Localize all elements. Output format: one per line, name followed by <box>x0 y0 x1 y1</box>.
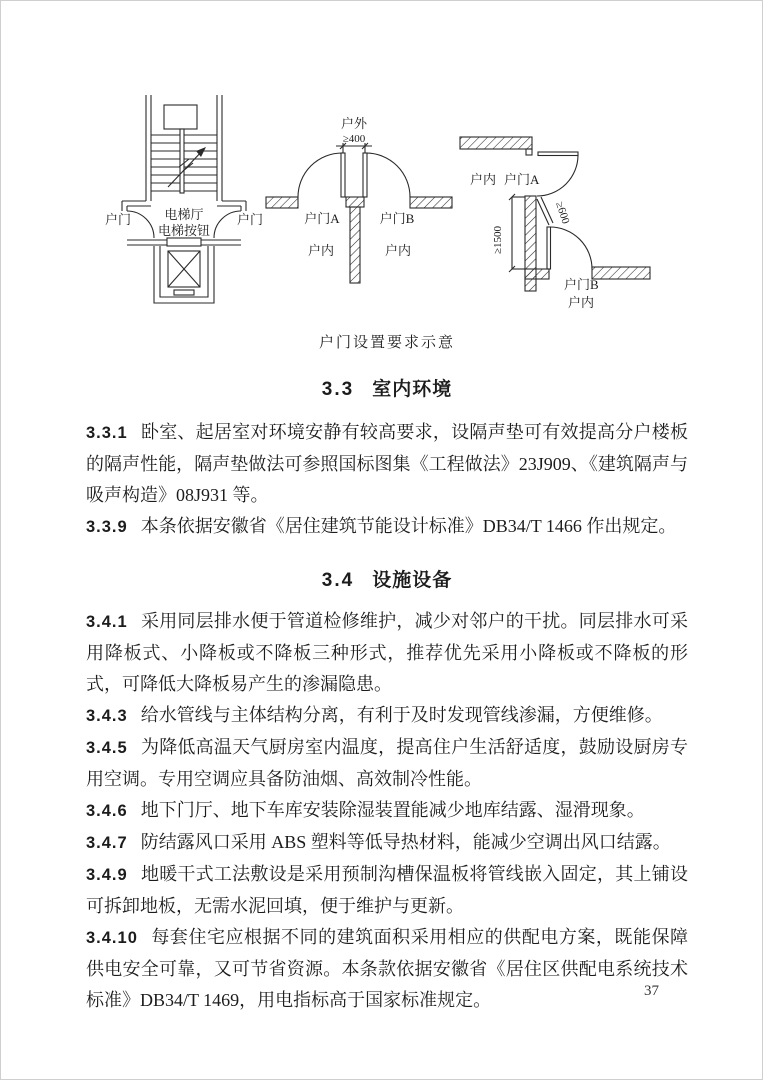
diagram-elevator-lobby <box>104 93 264 325</box>
clause-number: 3.4.1 <box>86 613 128 631</box>
clause-text: 每套住宅应根据不同的建筑面积采用相应的供配电方案，既能保障供电安全可靠，又可节省资源。本条款依据安徽省《居住区供配电系统技术标准》DB34/T 1469，用电指标高于国家标准规定。 <box>86 927 688 1010</box>
clause-number: 3.4.5 <box>86 739 128 757</box>
clause-text: 为降低高温天气厨房室内温度，提高住户生活舒适度，鼓励设厨房专用空调。专用空调应具备防油烟、高效制冷性能。 <box>86 737 688 789</box>
section-title: 设施设备 <box>372 570 453 591</box>
adjacent-doors-drawing <box>266 143 452 283</box>
label-indoor-top: 户内 <box>470 172 497 187</box>
clause-3-4-5 <box>86 732 688 795</box>
section-number: 3.3 <box>321 379 355 400</box>
diagram-adjacent-doors <box>264 113 454 293</box>
clause-text: 防结露风口采用 ABS 塑料等低导热材料，能减少空调出风口结露。 <box>140 832 671 852</box>
dim-400: ≥400 <box>342 133 366 145</box>
section-title: 室内环境 <box>372 379 453 400</box>
section-heading-3-3 <box>86 374 688 401</box>
label-door-b: 户门B <box>379 211 415 226</box>
clause-text: 给水管线与主体结构分离，有利于及时发现管线渗漏，方便维修。 <box>140 705 663 725</box>
clause-3-4-6 <box>86 795 688 827</box>
label-indoor-left: 户内 <box>307 243 335 258</box>
clause-number: 3.3.9 <box>86 518 128 536</box>
page-content <box>86 1 688 1016</box>
figure-diagrams <box>104 93 688 325</box>
clause-3-4-7 <box>86 827 688 859</box>
dim-600: ≥600 <box>553 200 572 226</box>
label-door-b: 户门B <box>564 277 599 292</box>
clause-3-3-9 <box>86 511 688 543</box>
clause-number: 3.4.10 <box>86 929 138 947</box>
section-3-3-clauses <box>86 417 688 543</box>
label-elevator-hall: 电梯厅 <box>164 207 204 222</box>
clause-number: 3.4.3 <box>86 707 128 725</box>
label-door-right: 户门 <box>236 212 263 227</box>
label-indoor-right: 户内 <box>384 243 412 258</box>
clause-number: 3.4.9 <box>86 866 128 884</box>
label-door-a: 户门A <box>504 172 540 187</box>
clause-text: 卧室、起居室对环境安静有较高要求，设隔声垫可有效提高分户楼板的隔声性能，隔声垫做法可参照国标图集《工程做法》23J909、《建筑隔声与吸声构造》08J931 等。 <box>86 422 688 505</box>
clause-text: 地下门厅、地下车库安装除湿装置能减少地库结露、湿滑现象。 <box>140 800 645 820</box>
clause-3-4-3 <box>86 700 688 732</box>
clause-text: 采用同层排水便于管道检修维护，减少对邻户的干扰。同层排水可采用降板式、小降板或不降板三种形式，推荐优先采用小降板或不降板的形式，可降低大降板易产生的渗漏隐患。 <box>86 611 688 694</box>
clause-3-4-1 <box>86 606 688 700</box>
page-number: 37 <box>644 983 659 999</box>
section-number: 3.4 <box>321 570 355 591</box>
stairwell-drawing <box>122 95 246 303</box>
section-heading-3-4 <box>86 565 688 592</box>
clause-number: 3.3.1 <box>86 424 128 442</box>
figure-caption: 户门设置要求示意 <box>318 335 455 351</box>
clause-3-4-10 <box>86 922 688 1016</box>
offset-doors-drawing <box>460 137 650 291</box>
clause-text: 本条依据安徽省《居住建筑节能设计标准》DB34/T 1466 作出规定。 <box>140 516 677 536</box>
label-elevator-button: 电梯按钮 <box>157 223 211 238</box>
clause-number: 3.4.6 <box>86 802 128 820</box>
label-outdoor: 户外 <box>340 116 368 131</box>
dim-1500: ≥1500 <box>492 225 504 254</box>
clause-3-4-9 <box>86 859 688 922</box>
clause-number: 3.4.7 <box>86 834 128 852</box>
section-3-4-clauses <box>86 606 688 1016</box>
clause-text: 地暖干式工法敷设是采用预制沟槽保温板将管线嵌入固定，其上铺设可拆卸地板，无需水泥回填，便于维护与更新。 <box>86 864 688 916</box>
label-door-a: 户门A <box>304 211 340 226</box>
label-door-left: 户门 <box>105 212 132 227</box>
clause-3-3-1 <box>86 417 688 511</box>
diagram-offset-doors <box>454 111 654 321</box>
label-indoor-bottom: 户内 <box>568 295 595 310</box>
